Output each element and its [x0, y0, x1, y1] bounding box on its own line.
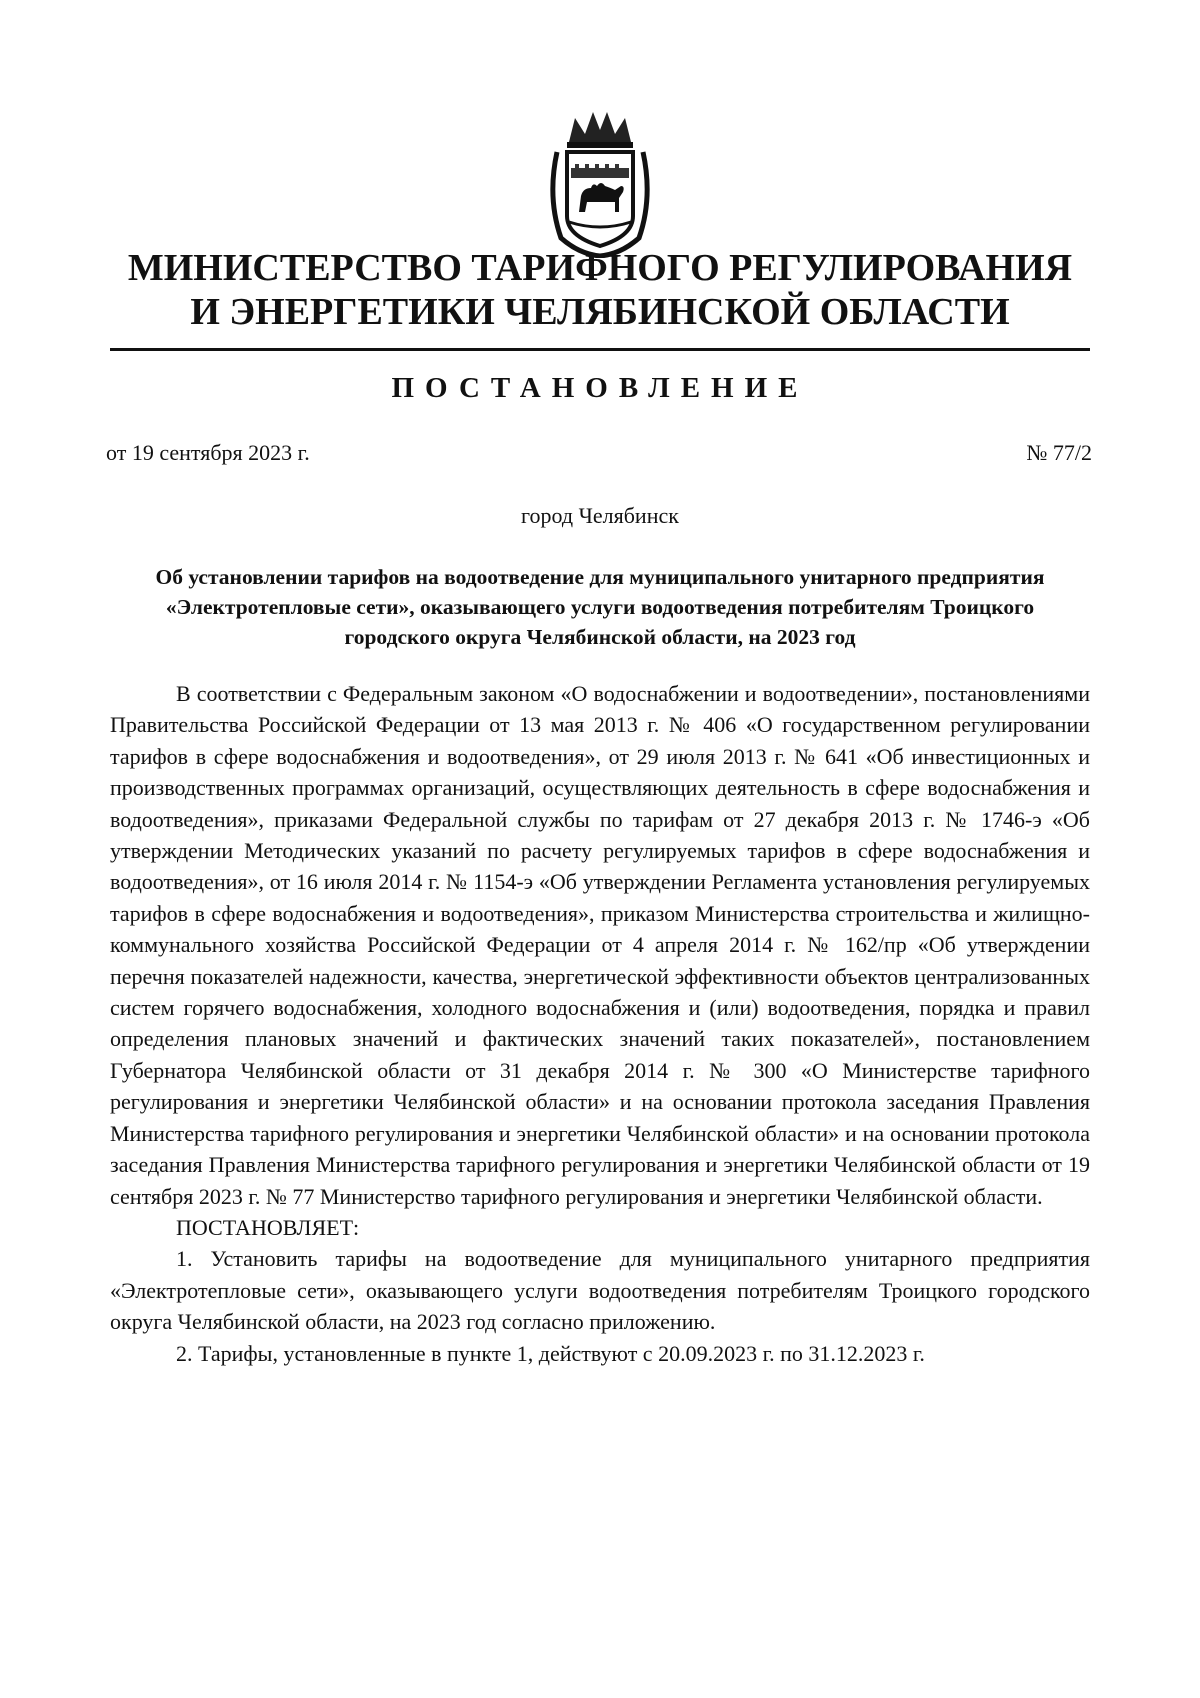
- document-date: от 19 сентября 2023 г.: [106, 440, 310, 465]
- ministry-name-line1: МИНИСТЕРСТВО ТАРИФНОГО РЕГУЛИРОВАНИЯ: [127, 247, 1073, 289]
- document-subject: Об установлении тарифов на водоотведение для муниципального унитарного предприятия «Электротепловые сети», оказывающего услуги водоотведения потребителям Троицкого городского округа Челябинской области, на 2023 год: [155, 565, 1045, 649]
- document-body: [110, 678, 1090, 1369]
- header-divider: [110, 348, 1090, 351]
- document-city: город Челябинск: [521, 503, 679, 528]
- item-2-paragraph: 2. Тарифы, установленные в пункте 1, действуют с 20.09.2023 г. по 31.12.2023 г.: [176, 1340, 925, 1366]
- document-number: № 77/2: [1026, 440, 1092, 465]
- ministry-name-line2: И ЭНЕРГЕТИКИ ЧЕЛЯБИНСКОЙ ОБЛАСТИ: [190, 291, 1010, 333]
- resolves-heading: ПОСТАНОВЛЯЕТ:: [176, 1214, 360, 1240]
- chelyabinsk-region-coat-of-arms-icon: [539, 108, 661, 258]
- preamble-paragraph: В соответствии с Федеральным законом «О водоснабжении и водоотведении», постановлениями Правительства Российской Федерации от 13 мая 2013 г. № 406 «О государственном регулировании тарифов в сфере водоснабжения и водоотведения», от 29 июля 2013 г. № 641 «Об инвестиционных и производственных программах организаций, осуществляющих деятельность в сфере водоснабжения и водоотведения», приказами Федеральной службы по тарифам от 27 декабря 2013 г. № 1746-э «Об утверждении Методических указаний по расчету регулируемых тарифов в сфере водоснабжения и водоотведения», от 16 июля 2014 г. № 1154-э «Об утверждении Регламента установления регулируемых тарифов в сфере водоснабжения и водоотведения», приказом Министерства строительства и жилищно-коммунального хозяйства Российской Федерации от 4 апреля 2014 г. № 162/пр «Об утверждении перечня показателей надежности, качества, энергетической эффективности объектов централизованных систем горячего водоснабжения, холодного водоснабжения и (или) водоотведения, порядка и правил определения плановых значений и фактических значений таких показателей», постановлением Губернатора Челябинской области от 31 декабря 2014 г. № 300 «О Министерстве тарифного регулирования и энергетики Челябинской области» и на основании протокола заседания Правления Министерства тарифного регулирования и энергетики Челябинской области» и на основании протокола заседания Правления Министерства тарифного регулирования и энергетики Челябинской области от 19 сентября 2023 г. № 77 Министерство тарифного регулирования и энергетики Челябинской области.: [110, 681, 1090, 1209]
- document-type: ПОСТАНОВЛЕНИЕ: [391, 372, 809, 404]
- item-1-paragraph: 1. Установить тарифы на водоотведение для муниципального унитарного предприятия «Электротепловые сети», оказывающего услуги водоотведения потребителям Троицкого городского округа Челябинской области, на 2023 год согласно приложению.: [110, 1246, 1090, 1335]
- ministry-name: [100, 246, 1100, 334]
